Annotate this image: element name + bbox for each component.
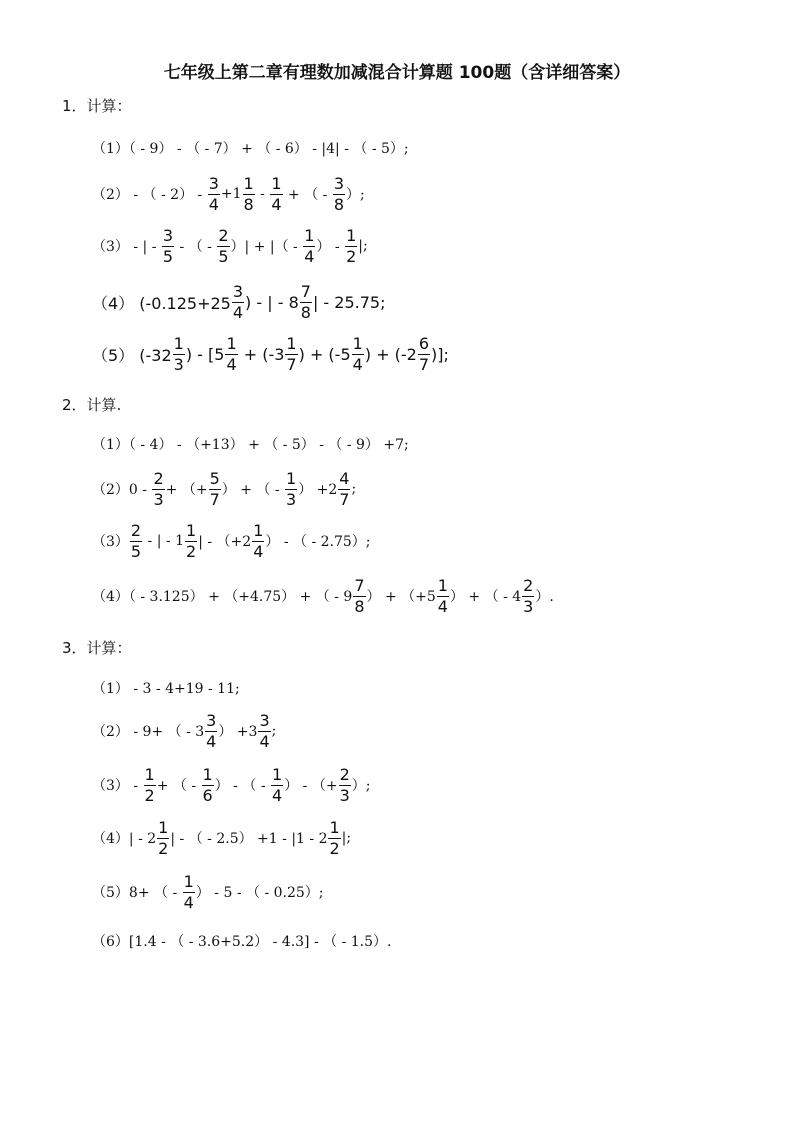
fraction <box>130 520 142 561</box>
expression-text: ）; <box>346 187 365 203</box>
problem-1-3 <box>92 220 368 272</box>
expression-text: |; <box>341 830 352 846</box>
fraction <box>285 333 297 374</box>
fraction-denominator: 5 <box>130 541 142 561</box>
fraction-numerator: 1 <box>243 173 254 193</box>
problem-3-2 <box>92 705 276 757</box>
expression-text: （1）（ - 4） - （+13） + （ - 5） - （ - 9） +7; <box>92 437 409 453</box>
fraction <box>353 575 365 616</box>
fraction-denominator: 5 <box>162 246 174 266</box>
expression-text: ） +2 <box>298 482 338 498</box>
fraction <box>157 817 169 858</box>
fraction <box>437 575 449 616</box>
problem-3-3 <box>92 759 370 811</box>
fraction <box>258 710 270 751</box>
fraction-denominator: 4 <box>232 302 244 322</box>
expression-text: （3） - | - <box>92 239 161 255</box>
fraction-denominator: 4 <box>304 246 315 266</box>
fraction-numerator: 1 <box>286 468 297 488</box>
fraction-denominator: 7 <box>339 489 350 509</box>
expression-text: ) - [5 <box>185 344 225 364</box>
fraction-numerator: 1 <box>202 764 213 784</box>
fraction-numerator: 1 <box>183 871 194 891</box>
fraction-denominator: 3 <box>339 785 350 805</box>
problem-1-5 <box>92 328 449 380</box>
fraction-denominator: 4 <box>259 731 270 751</box>
fraction-numerator: 1 <box>226 333 237 353</box>
problem-1-2 <box>92 168 365 220</box>
fraction <box>205 710 217 751</box>
fraction <box>208 173 220 214</box>
fraction-numerator: 2 <box>153 468 164 488</box>
expression-text: ） - （ - <box>214 778 270 794</box>
fraction-numerator: 3 <box>206 710 217 730</box>
fraction-numerator: 3 <box>208 173 219 193</box>
fraction-numerator: 1 <box>253 520 264 540</box>
expression-text: | - （+2 <box>198 534 252 550</box>
problem-1-heading: 1．计算： <box>62 97 132 115</box>
expression-text: ）; <box>351 778 371 794</box>
expression-text: （3） - <box>92 778 143 794</box>
fraction-numerator: 2 <box>339 764 350 784</box>
expression-text: - | - 1 <box>143 533 184 549</box>
expression-text: + （ - <box>156 778 201 794</box>
expression-text: （4） (-0.125+25 <box>92 293 231 313</box>
expression-text: - （ - <box>175 239 217 255</box>
fraction-numerator: 1 <box>304 225 315 245</box>
fraction-numerator: 2 <box>523 575 534 595</box>
fraction-denominator: 3 <box>286 489 297 509</box>
fraction <box>300 281 312 322</box>
expression-text: （2） - 9+ （ - 3 <box>92 724 205 740</box>
fraction <box>243 173 255 214</box>
expression-text: ） + （ - <box>221 482 285 498</box>
fraction-denominator: 7 <box>209 489 220 509</box>
fraction <box>144 764 156 805</box>
fraction-denominator: 4 <box>437 596 448 616</box>
expression-text: （6）[1.4 - （ - 3.6+5.2） - 4.3] - （ - 1.5）. <box>92 934 392 950</box>
problem-3-6 <box>92 915 392 967</box>
fraction-numerator: 4 <box>339 468 350 488</box>
fraction-numerator: 3 <box>259 710 270 730</box>
fraction-denominator: 4 <box>183 892 194 912</box>
fraction-denominator: 8 <box>354 596 365 616</box>
expression-text: （1） - 3 - 4+19 - 11; <box>92 681 240 697</box>
fraction-denominator: 6 <box>202 785 213 805</box>
fraction <box>303 225 315 266</box>
expression-text: ） - （ - 2.75）; <box>265 534 371 550</box>
fraction-numerator: 7 <box>300 281 311 301</box>
expression-text: ） - 5 - （ - 0.25）; <box>195 885 324 901</box>
fraction-numerator: 1 <box>346 225 357 245</box>
expression-text: （3） <box>92 534 129 550</box>
fraction-denominator: 2 <box>144 785 155 805</box>
fraction-denominator: 2 <box>346 246 357 266</box>
fraction-denominator: 4 <box>272 785 283 805</box>
expression-text: ; <box>271 723 277 739</box>
fraction-numerator: 1 <box>352 333 363 353</box>
fraction-denominator: 4 <box>206 731 217 751</box>
problem-2-3 <box>92 515 371 567</box>
fraction <box>162 225 174 266</box>
expression-text: （2） - （ - 2） - <box>92 187 207 203</box>
fraction-denominator: 7 <box>418 354 430 374</box>
expression-text: ) + (-5 <box>298 344 351 364</box>
fraction <box>202 764 214 805</box>
expression-text: ） - <box>316 239 345 255</box>
fraction-numerator: 1 <box>271 173 282 193</box>
expression-text: （5） (-32 <box>92 345 172 365</box>
fraction <box>352 333 364 374</box>
fraction-numerator: 7 <box>354 575 365 595</box>
problem-2-heading: 2．计算. <box>62 396 122 414</box>
fraction <box>270 173 282 214</box>
expression-text: |; <box>358 238 368 254</box>
expression-text: ) + (-2 <box>364 344 417 364</box>
fraction-denominator: 2 <box>158 838 169 858</box>
fraction-denominator: 4 <box>226 354 237 374</box>
expression-text: ） + （ - 4 <box>449 589 522 605</box>
expression-text: ; <box>351 481 357 497</box>
fraction-numerator: 1 <box>272 764 283 784</box>
fraction-numerator: 1 <box>186 520 197 540</box>
fraction <box>252 520 264 561</box>
problem-2-2 <box>92 463 356 515</box>
fraction <box>418 333 430 374</box>
fraction <box>333 173 345 214</box>
fraction-denominator: 3 <box>153 489 164 509</box>
fraction-numerator: 6 <box>418 333 430 353</box>
fraction-numerator: 1 <box>437 575 448 595</box>
fraction <box>338 468 350 509</box>
expression-text: （4）| - 2 <box>92 831 157 847</box>
fraction <box>185 520 197 561</box>
fraction-numerator: 5 <box>209 468 220 488</box>
fraction-denominator: 4 <box>352 354 363 374</box>
fraction-numerator: 3 <box>333 173 345 193</box>
fraction-numerator: 2 <box>130 520 142 540</box>
fraction <box>173 333 185 374</box>
expression-text: （2）0 - <box>92 482 152 498</box>
fraction-denominator: 7 <box>286 354 297 374</box>
expression-text: ) - | - 8 <box>245 292 299 312</box>
fraction <box>152 468 164 509</box>
fraction-denominator: 8 <box>300 302 311 322</box>
fraction-numerator: 1 <box>286 333 297 353</box>
expression-text: +1 <box>220 186 242 202</box>
fraction <box>183 871 195 912</box>
expression-text: ） - （+ <box>284 778 338 794</box>
expression-text: )]; <box>431 344 449 364</box>
fraction <box>522 575 534 616</box>
expression-text: ） +3 <box>218 724 258 740</box>
fraction-denominator: 5 <box>218 246 229 266</box>
expression-text: ）| + |（ - <box>230 239 303 255</box>
problem-2-4 <box>92 570 554 622</box>
fraction <box>271 764 283 805</box>
fraction-numerator: 1 <box>329 817 340 837</box>
fraction-numerator: 1 <box>173 333 184 353</box>
fraction-denominator: 8 <box>243 194 254 214</box>
expression-text: - <box>255 186 270 202</box>
fraction-denominator: 4 <box>208 194 219 214</box>
expression-text: （4）（ - 3.125） + （+4.75） + （ - 9 <box>92 589 353 605</box>
expression-text: （5）8+ （ - <box>92 885 182 901</box>
problem-3-5 <box>92 866 324 918</box>
expression-text: （1）（ - 9） - （ - 7） + （ - 6） - |4| - （ - 5）; <box>92 141 409 157</box>
expression-text: + (-3 <box>238 344 285 364</box>
problem-1-1 <box>92 122 409 174</box>
fraction <box>328 817 340 858</box>
expression-text: | - （ - 2.5） +1 - |1 - 2 <box>170 831 328 847</box>
page-title: 七年级上第二章有理数加减混合计算题 100题（含详细答案） <box>163 63 631 83</box>
expression-text: ） + （+5 <box>366 589 436 605</box>
fraction-denominator: 4 <box>271 194 282 214</box>
fraction <box>217 225 229 266</box>
fraction-numerator: 3 <box>162 225 174 245</box>
fraction-numerator: 3 <box>232 281 244 301</box>
fraction <box>285 468 297 509</box>
fraction <box>225 333 237 374</box>
problem-3-4 <box>92 812 351 864</box>
fraction-denominator: 2 <box>186 541 197 561</box>
fraction-denominator: 8 <box>333 194 345 214</box>
fraction <box>209 468 221 509</box>
fraction-denominator: 2 <box>329 838 340 858</box>
expression-text: | - 25.75; <box>312 292 386 312</box>
expression-text: ）. <box>535 589 554 605</box>
problem-1-4 <box>92 276 385 328</box>
fraction-numerator: 2 <box>218 225 229 245</box>
problem-3-heading: 3．计算： <box>62 639 132 657</box>
fraction <box>339 764 351 805</box>
fraction-numerator: 1 <box>158 817 169 837</box>
fraction <box>232 281 244 322</box>
expression-text: + （ - <box>283 187 332 203</box>
fraction-denominator: 3 <box>173 354 184 374</box>
fraction-denominator: 3 <box>523 596 534 616</box>
fraction-denominator: 4 <box>253 541 264 561</box>
expression-text: + （+ <box>165 482 208 498</box>
fraction <box>345 225 357 266</box>
fraction-numerator: 1 <box>144 764 155 784</box>
